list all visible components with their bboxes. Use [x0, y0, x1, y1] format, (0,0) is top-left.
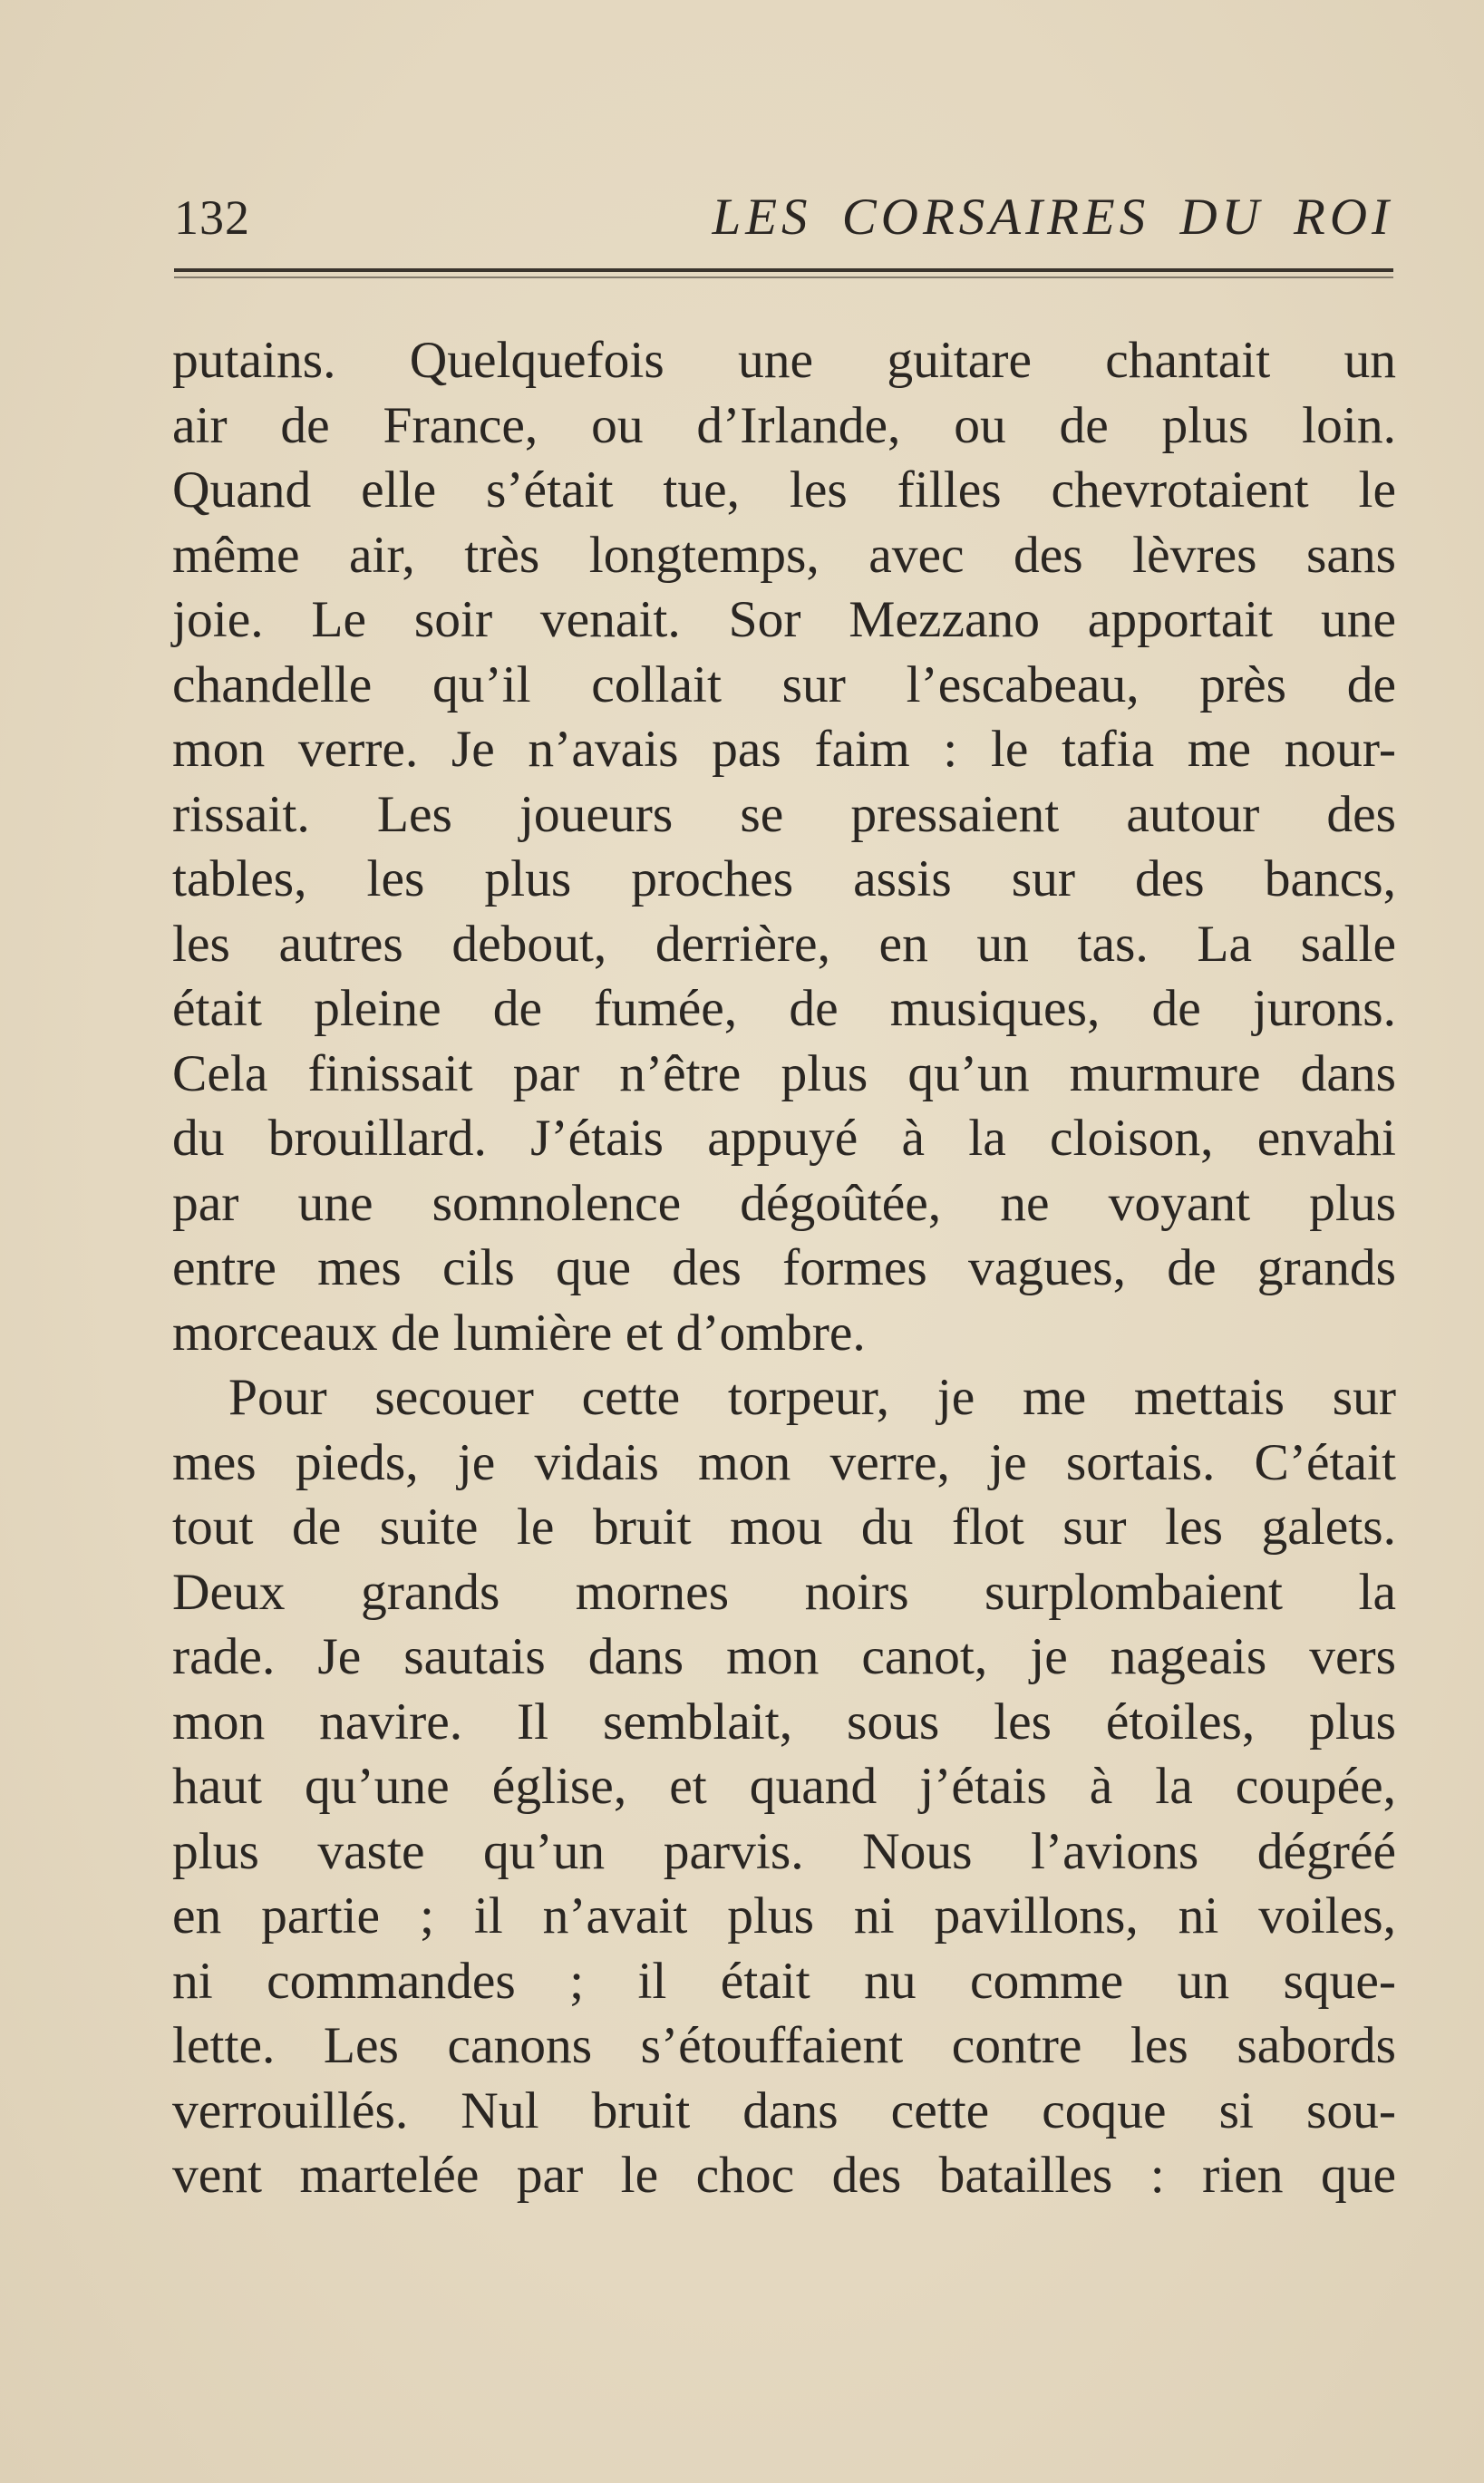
text-line: ni commandes ; il était nu comme un sque- — [172, 1952, 1396, 2010]
text-line: tout de suite le bruit mou du flot sur les galets. — [172, 1499, 1396, 1556]
text-line: putains. Quelquefois une guitare chantait un — [172, 332, 1396, 389]
page-header — [174, 186, 1393, 249]
text-line: tables, les plus proches assis sur des bancs, — [172, 850, 1396, 907]
text-line: Cela finissait par n’être plus qu’un murmure dans — [172, 1044, 1396, 1102]
text-line-paragraph-start: Pour secouer cette torpeur, je me mettais sur — [228, 1369, 1396, 1426]
text-line: entre mes cils que des formes vagues, de grands — [172, 1239, 1396, 1296]
header-rule-thin — [174, 276, 1393, 278]
text-line: rade. Je sautais dans mon canot, je nageais vers — [172, 1628, 1396, 1685]
text-line: mon verre. Je n’avais pas faim : le tafia me nour- — [172, 721, 1396, 778]
text-line: Deux grands mornes noirs surplombaient la — [172, 1563, 1396, 1621]
text-line: haut qu’une église, et quand j’étais à la coupée, — [172, 1758, 1396, 1815]
text-line: air de France, ou d’Irlande, ou de plus loin. — [172, 396, 1396, 454]
page-number: 132 — [174, 190, 250, 245]
text-line: en partie ; il n’avait plus ni pavillons, ni voiles, — [172, 1887, 1396, 1945]
text-line: rissait. Les joueurs se pressaient autour des — [172, 785, 1396, 843]
text-line: les autres debout, derrière, en un tas. La salle — [172, 915, 1396, 973]
text-line: plus vaste qu’un parvis. Nous l’avions dégréé — [172, 1822, 1396, 1880]
text-line: vent martelée par le choc des batailles : rien que — [172, 2147, 1396, 2204]
text-line: du brouillard. J’étais appuyé à la cloison, envahi — [172, 1110, 1396, 1167]
text-line: chandelle qu’il collait sur l’escabeau, près de — [172, 655, 1396, 713]
text-line: lette. Les canons s’étouffaient contre les sabords — [172, 2017, 1396, 2074]
text-line: mes pieds, je vidais mon verre, je sortais. C’était — [172, 1433, 1396, 1491]
text-line-paragraph-end: morceaux de lumière et d’ombre. — [172, 1304, 866, 1362]
body-text — [172, 328, 1396, 2208]
text-line: mon navire. Il semblait, sous les étoiles, plus — [172, 1693, 1396, 1751]
running-title: LES CORSAIRES DU ROI — [712, 189, 1393, 246]
text-line: par une somnolence dégoûtée, ne voyant plus — [172, 1174, 1396, 1232]
text-line: verrouillés. Nul bruit dans cette coque si sou- — [172, 2081, 1396, 2139]
text-line: Quand elle s’était tue, les filles chevrotaient le — [172, 461, 1396, 519]
header-rule — [174, 268, 1393, 272]
text-line: était pleine de fumée, de musiques, de jurons. — [172, 980, 1396, 1037]
text-line: joie. Le soir venait. Sor Mezzano apportait une — [172, 591, 1396, 648]
text-line: même air, très longtemps, avec des lèvres sans — [172, 526, 1396, 584]
